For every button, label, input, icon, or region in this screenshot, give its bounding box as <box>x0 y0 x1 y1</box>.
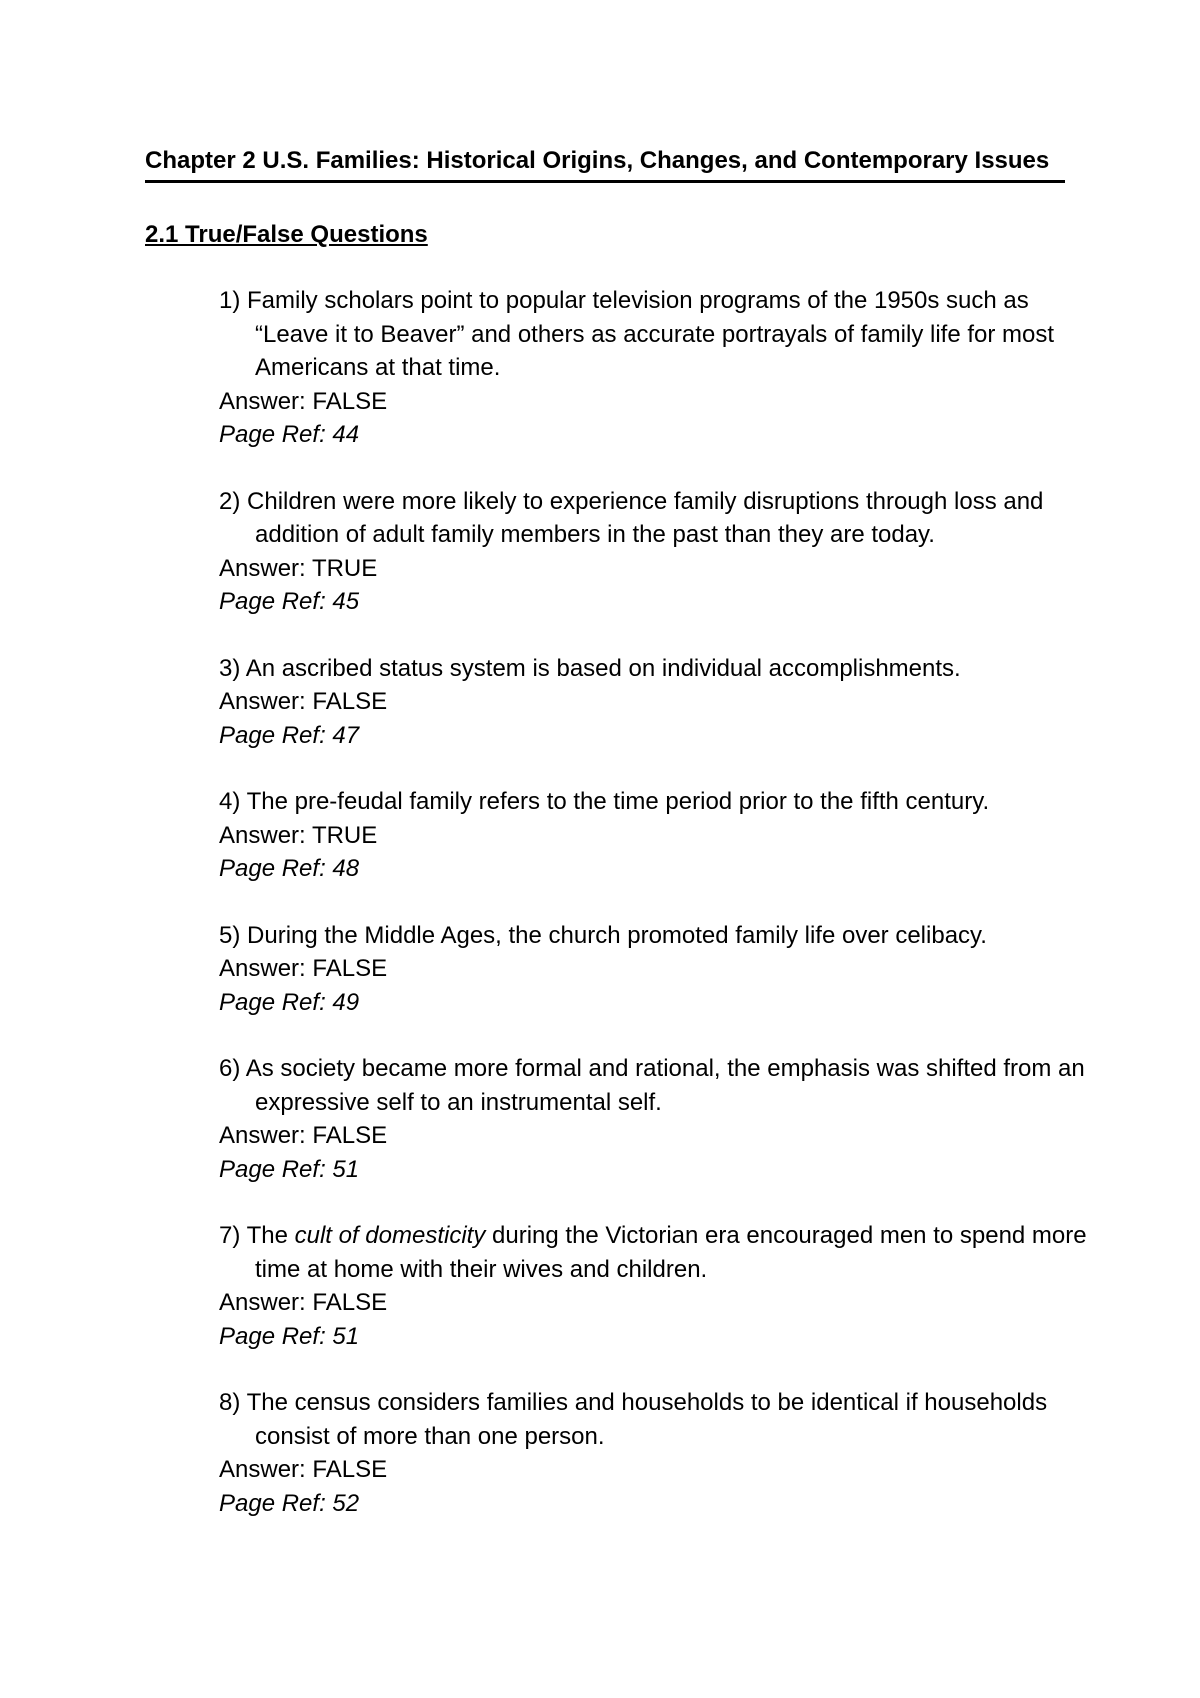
question-list <box>219 284 1099 1553</box>
chapter-title: Chapter 2 U.S. Families: Historical Origins, Changes, and Contemporary Issues <box>145 147 1050 174</box>
page-ref-label: Page Ref: <box>219 588 333 615</box>
page-ref-line <box>219 986 1099 1020</box>
page-ref-label: Page Ref: <box>219 421 333 448</box>
question-number: 1) <box>219 287 241 314</box>
question-italic-term: cult of domesticity <box>294 1222 486 1249</box>
question-body: An ascribed status system is based on individual accomplishments. <box>245 654 961 682</box>
question-text <box>219 485 1100 552</box>
answer-value: TRUE <box>311 554 378 582</box>
question-number: 3) <box>219 654 241 682</box>
answer-line <box>219 1119 1099 1153</box>
answer-value: FALSE <box>312 387 388 415</box>
page-ref-label: Page Ref: <box>219 1155 333 1183</box>
answer-label: Answer: <box>219 955 313 982</box>
page-ref-line <box>219 418 1099 452</box>
question-body-end: during the Victorian era encouraged men to spend more time at home with their wives and children. <box>255 1222 1087 1283</box>
question-body: Children were more likely to experience family disruptions through loss and addition of adult family members in the past than they are today. <box>247 487 1044 548</box>
answer-label: Answer: <box>219 821 312 849</box>
page-ref-value: 44 <box>332 421 360 448</box>
question-item <box>219 1052 1099 1186</box>
page-ref-label: Page Ref: <box>219 1322 333 1350</box>
section-title: 2.1 True/False Questions <box>145 221 428 248</box>
question-number: 5) <box>219 921 241 949</box>
answer-line <box>219 385 1099 419</box>
page-ref-line <box>219 585 1099 619</box>
question-number: 2) <box>219 487 241 515</box>
question-text <box>219 1052 1100 1119</box>
question-body: The pre-feudal family refers to the time period prior to the fifth century. <box>246 788 990 815</box>
question-text <box>219 919 1100 953</box>
answer-value: FALSE <box>312 688 388 715</box>
page-ref-line <box>219 1320 1099 1354</box>
answer-line <box>219 685 1099 719</box>
question-body-start: The <box>246 1222 295 1249</box>
page-ref-label: Page Ref: <box>219 855 333 882</box>
answer-value: FALSE <box>312 955 388 982</box>
page-ref-line <box>219 852 1099 886</box>
page-ref-line <box>219 1153 1099 1187</box>
answer-line <box>219 552 1099 586</box>
answer-label: Answer: <box>219 1456 313 1483</box>
question-number: 7) <box>219 1222 241 1249</box>
question-body: As society became more formal and rational, the emphasis was shifted from an expressive self to an instrumental self. <box>245 1055 1085 1116</box>
question-text <box>219 1386 1100 1453</box>
question-text <box>219 785 1100 819</box>
question-text <box>219 284 1100 385</box>
question-item <box>219 284 1099 452</box>
page-ref-label: Page Ref: <box>219 988 333 1016</box>
question-number: 4) <box>219 788 241 815</box>
page-ref-line <box>219 719 1099 753</box>
answer-line <box>219 1453 1099 1487</box>
answer-value: FALSE <box>312 1122 388 1149</box>
answer-label: Answer: <box>219 688 313 715</box>
page-ref-value: 47 <box>332 721 360 749</box>
question-text <box>219 652 1100 686</box>
answer-value: TRUE <box>311 821 378 849</box>
page-ref-value: 51 <box>332 1322 360 1350</box>
question-text <box>219 1219 1100 1286</box>
answer-value: FALSE <box>312 1456 388 1483</box>
question-body: Family scholars point to popular television programs of the 1950s such as “Leave it to Beaver” and others as accurate portrayals of family life for most Americans at that time. <box>247 287 1055 381</box>
page-ref-value: 48 <box>332 855 360 882</box>
question-item <box>219 485 1099 619</box>
chapter-title-rule <box>145 180 1065 183</box>
page-ref-value: 45 <box>332 588 360 615</box>
answer-line <box>219 819 1099 853</box>
question-item <box>219 785 1099 886</box>
answer-line <box>219 1286 1099 1320</box>
answer-value: FALSE <box>312 1289 388 1316</box>
answer-label: Answer: <box>219 554 312 582</box>
question-body: During the Middle Ages, the church promoted family life over celibacy. <box>247 921 987 949</box>
page-ref-label: Page Ref: <box>219 721 333 749</box>
page-ref-value: 51 <box>332 1155 360 1183</box>
question-body: The census considers families and households to be identical if households consist of more than one person. <box>246 1389 1048 1450</box>
question-item <box>219 1219 1099 1353</box>
answer-label: Answer: <box>219 1289 313 1316</box>
page-ref-label: Page Ref: <box>219 1489 333 1517</box>
question-item <box>219 652 1099 753</box>
question-number: 8) <box>219 1389 241 1416</box>
page-ref-value: 52 <box>332 1489 360 1517</box>
answer-line <box>219 952 1099 986</box>
question-item <box>219 1386 1099 1520</box>
question-item <box>219 919 1099 1020</box>
page-ref-value: 49 <box>332 988 360 1016</box>
question-number: 6) <box>219 1055 241 1082</box>
page-ref-line <box>219 1487 1099 1521</box>
answer-label: Answer: <box>219 387 313 415</box>
answer-label: Answer: <box>219 1122 313 1149</box>
